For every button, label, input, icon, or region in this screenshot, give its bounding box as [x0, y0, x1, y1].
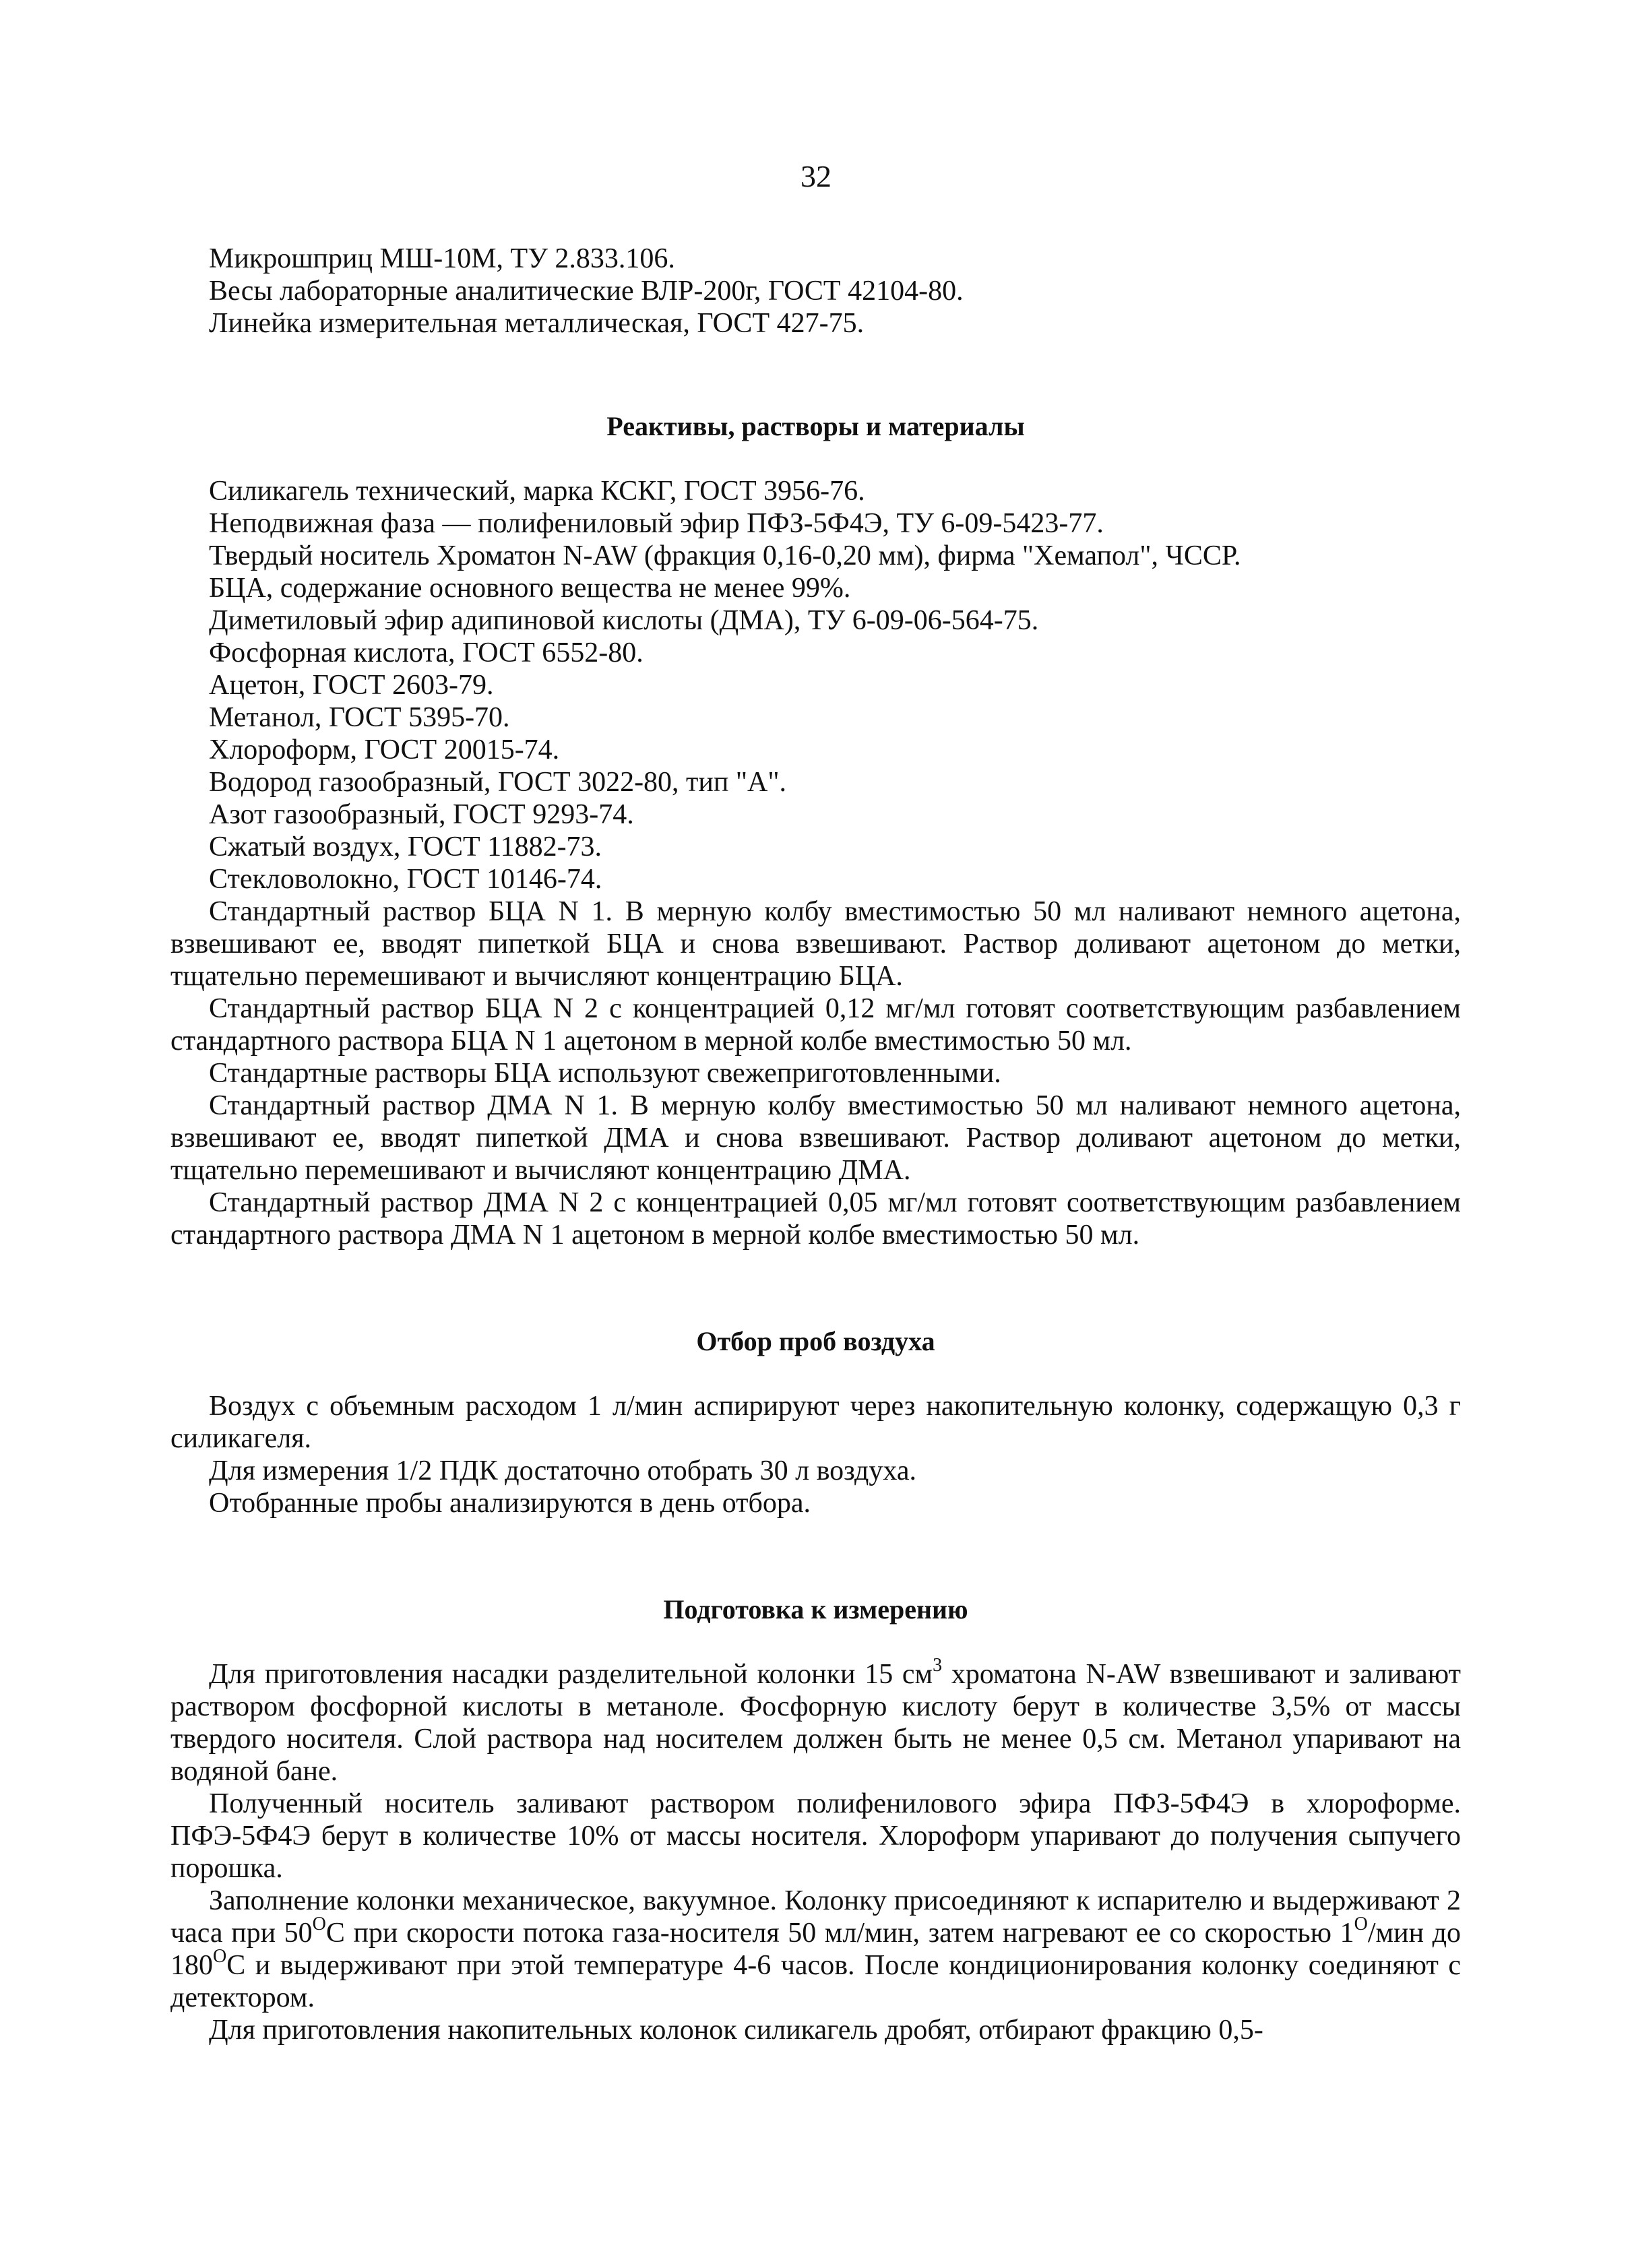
section-heading-preparation: Подготовка к измерению	[663, 1594, 968, 1625]
section-heading-reagents: Реактивы, растворы и материалы	[606, 411, 1025, 441]
reagent-item: Стекловолокно, ГОСТ 10146-74.	[209, 864, 602, 895]
superscript: О	[312, 1914, 326, 1934]
text-run: Для приготовления насадки разделительной колонки 15 см	[209, 1659, 933, 1690]
superscript: 3	[933, 1655, 943, 1676]
text-run: Заполнение колонки механическое, вакуумное. Колонку присоединяют к испарителю и выдерживают 2 часа при 50	[170, 1885, 1461, 1949]
reagent-item: Силикагель технический, марка КСКГ, ГОСТ 3956-76.	[209, 476, 865, 507]
reagent-item: БЦА, содержание основного вещества не менее 99%.	[209, 573, 851, 604]
reagent-item: Фосфорная кислота, ГОСТ 6552-80.	[209, 637, 644, 668]
superscript: О	[213, 1946, 227, 1967]
reagent-item: Сжатый воздух, ГОСТ 11882-73.	[209, 831, 602, 862]
reagent-item: Хлороформ, ГОСТ 20015-74.	[209, 734, 560, 765]
reagent-item: Водород газообразный, ГОСТ 3022-80, тип "А".	[209, 767, 786, 798]
paragraph	[170, 1885, 1461, 2014]
paragraph: Стандартный раствор ДМА N 2 с концентрацией 0,05 мг/мл готовят соответствующим разбавлением стандартного раствора ДМА N 1 ацетоном в мерной колбе вместимостью 50 мл.	[170, 1187, 1461, 1251]
paragraph: Стандартные растворы БЦА используют свежеприготовленными.	[209, 1058, 1001, 1089]
equipment-list	[170, 243, 1461, 340]
paragraph: Стандартный раствор БЦА N 2 с концентрацией 0,12 мг/мл готовят соответствующим разбавлением стандартного раствора БЦА N 1 ацетоном в мерной колбе вместимостью 50 мл.	[170, 993, 1461, 1057]
sampling-paragraphs	[170, 1390, 1461, 1519]
text-run: С при скорости потока газа-носителя 50 мл/мин, затем нагревают ее со скоростью 1	[325, 1918, 1354, 1949]
equipment-item: Весы лабораторные аналитические ВЛР-200г, ГОСТ 42104-80.	[209, 276, 964, 307]
text-run: С и выдерживают при этой температуре 4-6 часов. После кондиционирования колонку соединяют с детектором.	[170, 1950, 1461, 2013]
reagents-paragraphs	[170, 895, 1461, 1251]
paragraph: Стандартный раствор ДМА N 1. В мерную колбу вместимостью 50 мл наливают немного ацетона, взвешивают ее, вводят пипеткой ДМА и снова взвешивают. Раствор доливают ацетоном до метки, тщательно перемешивают и вычисляют концентрацию ДМА.	[170, 1090, 1461, 1186]
page-number: 32	[801, 159, 831, 193]
paragraph: Полученный носитель заливают раствором полифенилового эфира ПФЗ-5Ф4Э в хлороформе. ПФЭ-5Ф4Э берут в количестве 10% от массы носителя. Хлороформ упаривают до получения сыпучего порошка.	[170, 1788, 1461, 1884]
reagent-item: Твердый носитель Хроматон N-AW (фракция 0,16-0,20 мм), фирма "Хемапол", ЧССР.	[209, 540, 1241, 571]
paragraph: Отобранные пробы анализируются в день отбора.	[209, 1488, 811, 1519]
equipment-item: Линейка измерительная металлическая, ГОСТ 427-75.	[209, 308, 865, 339]
reagent-item: Диметиловый эфир адипиновой кислоты (ДМА), ТУ 6-09-06-564-75.	[209, 605, 1039, 636]
paragraph: Стандартный раствор БЦА N 1. В мерную колбу вместимостью 50 мл наливают немного ацетона, взвешивают ее, вводят пипеткой БЦА и снова взвешивают. Раствор доливают ацетоном до метки, тщательно перемешивают и вычисляют концентрацию БЦА.	[170, 896, 1461, 992]
reagent-item: Метанол, ГОСТ 5395-70.	[209, 702, 510, 733]
text-run: /мин до 180	[170, 1918, 1461, 1981]
document-body	[170, 243, 1461, 2046]
reagents-list	[170, 475, 1461, 895]
reagent-item: Ацетон, ГОСТ 2603-79.	[209, 670, 494, 701]
reagent-item: Азот газообразный, ГОСТ 9293-74.	[209, 799, 634, 830]
text-run: хроматона N-AW взвешивают и заливают раствором фосфорной кислоты в метаноле. Фосфорную кислоту берут в количестве 3,5% от массы твердого носителя. Слой раствора над носителем должен быть не менее 0,5 см. Метанол упаривают на водяной бане.	[170, 1659, 1461, 1787]
section-heading-sampling: Отбор проб воздуха	[696, 1326, 935, 1356]
superscript: О	[1354, 1914, 1368, 1934]
equipment-item: Микрошприц МШ-10М, ТУ 2.833.106.	[209, 243, 675, 274]
paragraph: Для измерения 1/2 ПДК достаточно отобрать 30 л воздуха.	[209, 1455, 916, 1486]
reagent-item: Неподвижная фаза — полифениловый эфир ПФЗ-5Ф4Э, ТУ 6-09-5423-77.	[209, 508, 1104, 539]
paragraph: Воздух с объемным расходом 1 л/мин аспирируют через накопительную колонку, содержащую 0,3 г силикагеля.	[170, 1391, 1461, 1454]
preparation-paragraphs	[170, 1655, 1461, 2046]
paragraph: Для приготовления накопительных колонок силикагель дробят, отбирают фракцию 0,5-	[209, 2015, 1263, 2046]
paragraph	[170, 1655, 1461, 1788]
